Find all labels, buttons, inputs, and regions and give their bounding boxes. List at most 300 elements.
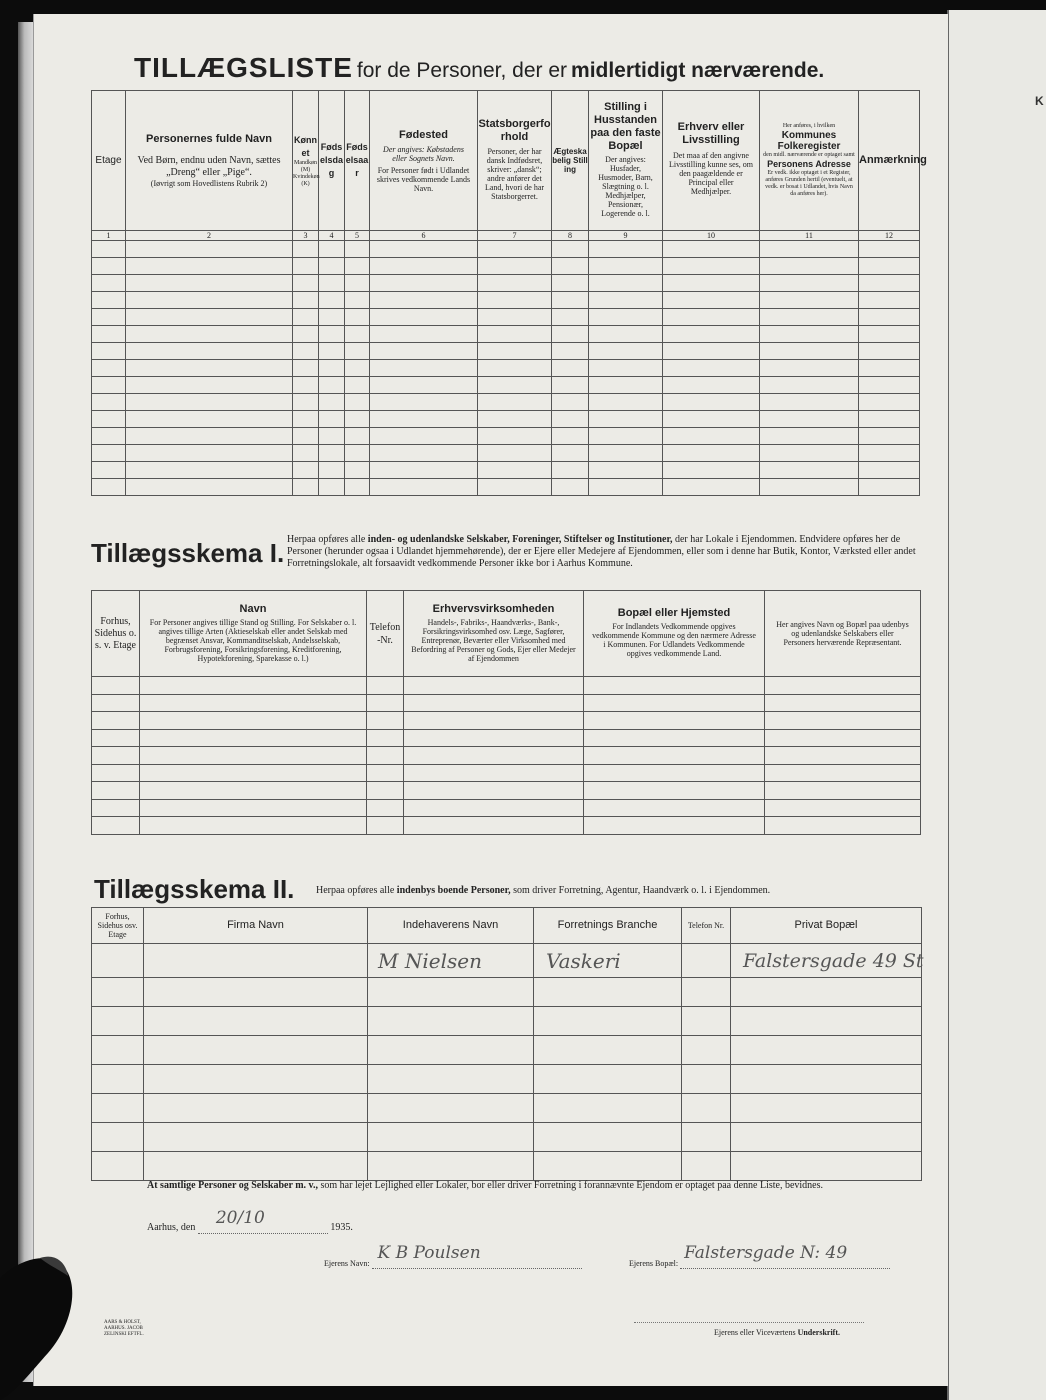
s1-col-bopael: Bopæl eller Hjemsted For Indlandets Vedkommende opgives vedkommende Kommune og den nærmere Adresse i Kommunen. For Udlandets Vedkommende opgives vedkommende Land.	[584, 591, 765, 677]
skema2-cell	[682, 1065, 731, 1094]
list-cell	[859, 309, 920, 326]
skema1-cell	[140, 694, 367, 712]
skema2-row	[92, 1152, 922, 1181]
list-cell	[478, 445, 552, 462]
list-cell	[478, 292, 552, 309]
list-cell	[589, 428, 663, 445]
list-row	[92, 258, 920, 275]
list-row	[92, 428, 920, 445]
skema1-cell	[92, 764, 140, 782]
list-cell	[760, 377, 859, 394]
list-cell	[589, 326, 663, 343]
list-cell	[478, 360, 552, 377]
list-cell	[126, 292, 293, 309]
list-cell	[760, 343, 859, 360]
list-cell	[859, 326, 920, 343]
skema2-cell	[92, 978, 144, 1007]
s1-col-navn: Navn For Personer angives tillige Stand og Stilling. For Selskaber o. l. angives tillige Arten (Aktieselskab eller andet Selskab med begrænset Ansvar, Kommanditselskab, Andelsselskab, Forbrugsforening, Forsikringsforening, Kreditforening, Hypotekforening, Sparekasse o. l.)	[140, 591, 367, 677]
skema2-row	[92, 978, 922, 1007]
list-cell	[370, 292, 478, 309]
list-cell	[92, 241, 126, 258]
list-cell	[589, 445, 663, 462]
list-cell	[859, 479, 920, 496]
skema1-cell	[765, 694, 921, 712]
list-cell	[552, 428, 589, 445]
skema2-cell	[534, 1007, 682, 1036]
skema2-cell	[731, 1123, 922, 1152]
num-3: 3	[293, 231, 319, 241]
skema2-cell	[682, 978, 731, 1007]
skema1-cell	[140, 747, 367, 765]
skema1-cell	[92, 817, 140, 835]
num-1: 1	[92, 231, 126, 241]
title-main: TILLÆGSLISTE	[134, 52, 353, 83]
skema2-cell	[368, 1007, 534, 1036]
list-cell	[319, 292, 345, 309]
skema1-cell	[765, 712, 921, 730]
list-cell	[293, 394, 319, 411]
list-cell	[859, 377, 920, 394]
list-cell	[126, 479, 293, 496]
skema2-cell	[144, 1065, 368, 1094]
col-etage: Etage	[92, 91, 126, 231]
list-cell	[126, 326, 293, 343]
list-cell	[478, 428, 552, 445]
skema2-cell	[92, 1152, 144, 1181]
skema2-cell	[682, 1007, 731, 1036]
num-8: 8	[552, 231, 589, 241]
skema1-cell	[367, 712, 404, 730]
list-cell	[92, 479, 126, 496]
col-folkeregister: Her anføres, i hvilken Kommunes Folkeregister den midl. nærværende er optaget samt Personens Adresse Er vedk. ikke optaget i et Register, anføres Grunden hertil (eventuelt, at vedk. er bosat i Udlandet, hvis Navn da anføres her).	[760, 91, 859, 231]
skema1-cell	[584, 747, 765, 765]
list-cell	[552, 462, 589, 479]
skema1-cell	[404, 747, 584, 765]
handwritten-date: 20/10	[215, 1208, 265, 1228]
list-cell	[319, 445, 345, 462]
list-cell	[589, 462, 663, 479]
list-cell	[126, 309, 293, 326]
list-cell	[293, 479, 319, 496]
num-12: 12	[859, 231, 920, 241]
skema1-cell	[140, 712, 367, 730]
document-page	[33, 14, 948, 1386]
skema2-cell	[534, 1152, 682, 1181]
list-cell	[589, 258, 663, 275]
skema2-row	[92, 1036, 922, 1065]
skema1-table	[91, 590, 921, 835]
list-cell	[663, 462, 760, 479]
skema2-header-row	[92, 908, 922, 944]
skema1-cell	[92, 782, 140, 800]
list-cell	[552, 377, 589, 394]
list-cell	[92, 275, 126, 292]
skema2-cell	[144, 1152, 368, 1181]
skema1-row	[92, 817, 921, 835]
list-header-row	[92, 91, 920, 231]
skema1-cell	[367, 677, 404, 695]
list-cell	[552, 292, 589, 309]
list-cell	[859, 462, 920, 479]
list-cell	[552, 326, 589, 343]
list-cell	[319, 462, 345, 479]
list-cell	[478, 309, 552, 326]
list-cell	[478, 462, 552, 479]
list-cell	[92, 445, 126, 462]
skema1-cell	[140, 799, 367, 817]
list-cell	[345, 360, 370, 377]
list-cell	[345, 309, 370, 326]
s2-col-privat-bopael: Privat Bopæl	[731, 908, 922, 944]
list-cell	[663, 411, 760, 428]
skema2-cell	[534, 1065, 682, 1094]
list-cell	[478, 394, 552, 411]
list-cell	[663, 343, 760, 360]
skema1-cell	[367, 817, 404, 835]
list-cell	[92, 292, 126, 309]
list-cell	[293, 445, 319, 462]
list-cell	[859, 343, 920, 360]
adjacent-page: K	[947, 10, 1046, 1400]
list-cell	[370, 428, 478, 445]
owner-address-handwritten: Falstersgade N: 49	[684, 1243, 848, 1263]
list-cell	[345, 258, 370, 275]
skema1-cell	[584, 799, 765, 817]
skema1-cell	[765, 799, 921, 817]
skema1-cell	[367, 799, 404, 817]
num-6: 6	[370, 231, 478, 241]
list-cell	[370, 258, 478, 275]
list-cell	[760, 309, 859, 326]
list-cell	[126, 411, 293, 428]
list-cell	[126, 445, 293, 462]
skema1-cell	[92, 677, 140, 695]
skema1-cell	[584, 729, 765, 747]
skema1-cell	[765, 817, 921, 835]
s1-col-erhverv: Erhvervsvirksomheden Handels-, Fabriks-, Haandværks-, Bank-, Forsikringsvirksomhed osv. Læge, Sagfører, Entreprenør, Beværter eller Virksomhed med Befordring af Personer og Gods, Ejer eller Medejer af Ejendommen	[404, 591, 584, 677]
list-cell	[293, 360, 319, 377]
list-cell	[345, 292, 370, 309]
list-cell	[663, 479, 760, 496]
skema1-cell	[584, 817, 765, 835]
list-cell	[663, 258, 760, 275]
skema1-cell	[404, 729, 584, 747]
list-cell	[370, 394, 478, 411]
skema1-cell	[92, 729, 140, 747]
skema1-header-row	[92, 591, 921, 677]
list-row	[92, 275, 920, 292]
skema1-cell	[92, 799, 140, 817]
skema1-cell	[404, 712, 584, 730]
list-cell	[663, 394, 760, 411]
skema1-cell	[404, 764, 584, 782]
list-cell	[92, 394, 126, 411]
s1-col-repraesentant: Her angives Navn og Bopæl paa udenbys og udenlandske Selskabers eller Personers herværende Repræsentant.	[765, 591, 921, 677]
owner-address-line: Ejerens Bopæl: Falstersgade N: 49	[629, 1259, 890, 1269]
list-cell	[126, 241, 293, 258]
skema2-cell	[368, 1036, 534, 1065]
col-foedested: Fødested Der angives: Købstadens eller Sognets Navn. For Personer født i Udlandet skrives vedkommende Lands Navn.	[370, 91, 478, 231]
num-10: 10	[663, 231, 760, 241]
skema2-cell	[368, 1094, 534, 1123]
list-cell	[319, 241, 345, 258]
list-cell	[345, 394, 370, 411]
list-cell	[478, 275, 552, 292]
s2-col-firma: Firma Navn	[144, 908, 368, 944]
list-cell	[345, 326, 370, 343]
printer-credit: AARS & HOLST, AARHUS. JACOB ZELINSKI EFTFL.	[104, 1320, 144, 1337]
skema2-cell	[92, 1065, 144, 1094]
list-cell	[663, 275, 760, 292]
list-cell	[760, 241, 859, 258]
s2-entry-bopael: Falstersgade 49 St	[731, 944, 922, 978]
list-cell	[293, 377, 319, 394]
skema2-cell	[534, 1094, 682, 1123]
list-cell	[552, 394, 589, 411]
list-number-row	[92, 231, 920, 241]
skema1-cell	[765, 677, 921, 695]
skema2-cell	[731, 1152, 922, 1181]
list-cell	[92, 411, 126, 428]
list-cell	[589, 309, 663, 326]
list-cell	[663, 241, 760, 258]
list-cell	[319, 428, 345, 445]
list-cell	[293, 241, 319, 258]
skema1-cell	[584, 712, 765, 730]
skema2-cell	[368, 978, 534, 1007]
skema2-cell	[144, 1123, 368, 1152]
skema2-cell	[92, 1036, 144, 1065]
list-cell	[345, 275, 370, 292]
list-cell	[478, 479, 552, 496]
list-cell	[370, 275, 478, 292]
signature-label: Ejerens eller Viceværtens Underskrift.	[714, 1328, 841, 1337]
list-cell	[760, 275, 859, 292]
list-cell	[92, 258, 126, 275]
list-cell	[126, 258, 293, 275]
list-cell	[859, 275, 920, 292]
list-row	[92, 326, 920, 343]
list-cell	[92, 326, 126, 343]
title-bold: midlertidigt nærværende.	[571, 59, 825, 82]
list-row	[92, 394, 920, 411]
list-cell	[760, 411, 859, 428]
list-cell	[319, 479, 345, 496]
list-cell	[319, 377, 345, 394]
col-foedselsdag: Fødselsdag	[319, 91, 345, 231]
skema1-row	[92, 747, 921, 765]
skema1-cell	[367, 764, 404, 782]
list-cell	[92, 309, 126, 326]
owner-signature: K B Poulsen	[377, 1243, 481, 1263]
list-row	[92, 462, 920, 479]
skema2-cell	[682, 1094, 731, 1123]
skema1-cell	[584, 782, 765, 800]
list-cell	[126, 360, 293, 377]
skema1-row	[92, 694, 921, 712]
col-stilling: Stilling i Husstanden paa den faste Bopæl Der angives: Husfader, Husmoder, Barn, Slægtning o. l. Medhjælper, Pensionær, Logerende o. l.	[589, 91, 663, 231]
list-cell	[859, 394, 920, 411]
list-cell	[293, 326, 319, 343]
list-cell	[663, 428, 760, 445]
skema1-row	[92, 677, 921, 695]
list-cell	[760, 479, 859, 496]
list-cell	[478, 411, 552, 428]
list-cell	[345, 462, 370, 479]
list-cell	[760, 428, 859, 445]
list-cell	[293, 411, 319, 428]
list-cell	[319, 326, 345, 343]
col-foedselsaar: Fødselsaar	[345, 91, 370, 231]
list-cell	[345, 428, 370, 445]
list-cell	[126, 377, 293, 394]
list-cell	[589, 275, 663, 292]
skema1-cell	[584, 694, 765, 712]
list-cell	[859, 292, 920, 309]
skema2-cell	[92, 1123, 144, 1152]
skema1-cell	[367, 782, 404, 800]
skema2-cell	[682, 1036, 731, 1065]
skema1-cell	[140, 729, 367, 747]
s1-col-etage: Forhus, Sidehus o. s. v. Etage	[92, 591, 140, 677]
list-cell	[552, 275, 589, 292]
col-koennet: Kønnet Mandkøn (M) Kvindekøn (K)	[293, 91, 319, 231]
list-cell	[589, 241, 663, 258]
skema2-row	[92, 1065, 922, 1094]
list-cell	[552, 309, 589, 326]
list-cell	[319, 411, 345, 428]
list-cell	[760, 360, 859, 377]
skema1-cell	[140, 817, 367, 835]
list-cell	[370, 445, 478, 462]
num-2: 2	[126, 231, 293, 241]
finger-shadow	[0, 1248, 80, 1400]
skema1-cell	[367, 729, 404, 747]
skema2-cell	[731, 1036, 922, 1065]
list-cell	[760, 292, 859, 309]
list-cell	[589, 394, 663, 411]
list-row	[92, 445, 920, 462]
list-cell	[859, 411, 920, 428]
list-cell	[552, 241, 589, 258]
list-cell	[859, 241, 920, 258]
list-cell	[126, 428, 293, 445]
skema1-row	[92, 799, 921, 817]
list-row	[92, 292, 920, 309]
list-cell	[293, 462, 319, 479]
skema2-row	[92, 1123, 922, 1152]
owner-name-line: Ejerens Navn: K B Poulsen	[324, 1259, 582, 1269]
list-cell	[293, 275, 319, 292]
list-cell	[663, 309, 760, 326]
list-cell	[760, 462, 859, 479]
list-cell	[370, 411, 478, 428]
list-row	[92, 309, 920, 326]
skema1-cell	[765, 747, 921, 765]
list-cell	[552, 258, 589, 275]
list-cell	[589, 360, 663, 377]
list-cell	[370, 343, 478, 360]
skema2-cell	[534, 1036, 682, 1065]
num-4: 4	[319, 231, 345, 241]
skema2-intro: Herpaa opføres alle indenbys boende Personer, som driver Forretning, Agentur, Haandværk o. l. i Ejendommen.	[316, 885, 771, 896]
s1-col-telefon: Telefon-Nr.	[367, 591, 404, 677]
list-cell	[370, 309, 478, 326]
list-cell	[92, 428, 126, 445]
list-cell	[370, 377, 478, 394]
list-cell	[345, 445, 370, 462]
list-cell	[663, 445, 760, 462]
list-cell	[552, 411, 589, 428]
skema1-row	[92, 764, 921, 782]
list-cell	[760, 326, 859, 343]
skema2-cell	[731, 1065, 922, 1094]
skema1-cell	[765, 782, 921, 800]
tillaegsliste-table	[91, 90, 927, 496]
s2-entry-etage	[92, 944, 144, 978]
col-erhverv: Erhverv eller Livsstilling Det maa af den angivne Livsstilling kunne ses, om den paagældende er Principal eller Medhjælper.	[663, 91, 760, 231]
list-cell	[293, 258, 319, 275]
skema1-cell	[92, 712, 140, 730]
list-cell	[370, 360, 478, 377]
skema1-cell	[765, 764, 921, 782]
skema1-cell	[584, 677, 765, 695]
s2-entry-indehaver: M Nielsen	[368, 944, 534, 978]
skema2-cell	[731, 1007, 922, 1036]
list-cell	[92, 343, 126, 360]
skema1-title: Tillægsskema I.	[91, 538, 285, 568]
list-cell	[293, 292, 319, 309]
list-cell	[370, 326, 478, 343]
s2-entry-branche: Vaskeri	[534, 944, 682, 978]
skema2-cell	[92, 1007, 144, 1036]
list-cell	[293, 428, 319, 445]
list-cell	[859, 428, 920, 445]
num-5: 5	[345, 231, 370, 241]
list-row	[92, 479, 920, 496]
list-cell	[319, 309, 345, 326]
s2-col-branche: Forretnings Branche	[534, 908, 682, 944]
skema2-cell	[144, 1094, 368, 1123]
skema1-cell	[367, 747, 404, 765]
list-cell	[345, 411, 370, 428]
list-cell	[663, 377, 760, 394]
skema2-cell	[92, 1094, 144, 1123]
skema2-cell	[534, 978, 682, 1007]
skema1-cell	[140, 677, 367, 695]
num-9: 9	[589, 231, 663, 241]
list-cell	[126, 394, 293, 411]
list-cell	[126, 343, 293, 360]
col-aegteskab: Ægteskabelig Stilling	[552, 91, 589, 231]
skema2-row	[92, 1094, 922, 1123]
list-cell	[552, 360, 589, 377]
list-cell	[319, 258, 345, 275]
list-cell	[859, 258, 920, 275]
list-cell	[345, 241, 370, 258]
list-cell	[589, 343, 663, 360]
skema1-cell	[92, 694, 140, 712]
list-cell	[663, 326, 760, 343]
skema2-entry-row	[92, 944, 922, 978]
skema1-cell	[404, 694, 584, 712]
list-cell	[92, 377, 126, 394]
list-cell	[319, 394, 345, 411]
signature-line	[634, 1322, 864, 1323]
list-cell	[589, 479, 663, 496]
list-cell	[319, 360, 345, 377]
skema2-table	[91, 907, 922, 1181]
